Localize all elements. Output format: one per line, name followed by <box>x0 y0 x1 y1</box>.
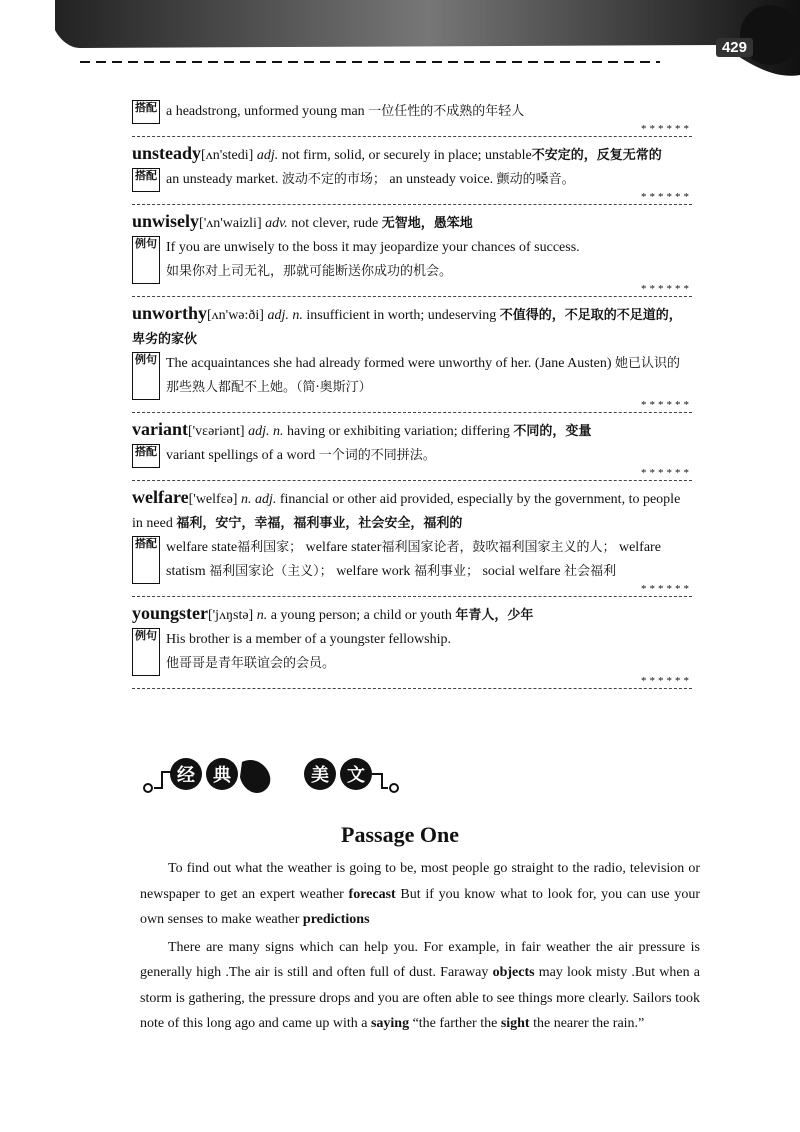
part-of-speech: n. <box>256 608 268 623</box>
example-zh: 一个词的不同拼法。 <box>318 448 436 463</box>
example-en: The acquaintances she had already formed were unworthy of her. (Jane Austen) <box>166 356 612 371</box>
headword: unworthy <box>132 303 208 323</box>
part-of-speech: adj. n. <box>248 424 284 439</box>
example-zh: 福利事业； <box>413 564 479 579</box>
paragraph: There are many signs which can help you. For example, in fair weather the air pressure is generally high .The air is still and often full of dust. Faraway objects may look misty .But when a storm is gathering, the pressure drops and you are often able to see things more clearly. Sailors took note of this long ago and came up with a saying “the farther the sight the nearer the rain.” <box>140 939 700 1031</box>
entry-variant <box>132 417 692 444</box>
definition: having or exhibiting variation; differing <box>287 424 510 439</box>
passage-title: Passage One <box>341 822 459 847</box>
separator: ****** <box>132 678 692 689</box>
banner-char: 典 <box>213 765 231 786</box>
collocation-tag: 搭配 <box>132 444 160 468</box>
collocation-tag: 搭配 <box>132 168 160 192</box>
entry-youngster <box>132 601 692 628</box>
part-of-speech: adv. <box>265 216 288 231</box>
separator: ****** <box>132 470 692 481</box>
example-zh: 如果你对上司无礼，那就可能断送你成功的机会。 <box>166 264 453 279</box>
headword: welfare <box>132 487 189 507</box>
part-of-speech: adj. n. <box>267 308 303 323</box>
banner-char: 经 <box>177 765 195 786</box>
example-zh: 福利国家论（主义）； <box>209 564 333 579</box>
example-en: welfare work <box>336 564 411 579</box>
definition-zh: 不值得的，不足取的不足道的，卑劣的家伙 <box>132 308 682 347</box>
paragraph: To find out what the weather is going to be, most people go straight to the radio, television or newspaper to get an expert weather forecast But if you know what to look for, you can use your own senses to make weather predictions <box>140 861 700 927</box>
phonetic: ['jʌŋstə] <box>208 608 254 623</box>
phonetic: ['ʌn'waizli] <box>199 216 262 231</box>
collocation-line <box>132 444 692 468</box>
vocabulary-list <box>132 100 692 693</box>
headword: unwisely <box>132 211 200 231</box>
header-decoration <box>0 0 800 80</box>
example-zh: 波动不定的市场； <box>281 172 386 187</box>
collocation-tag: 搭配 <box>132 536 160 584</box>
example-en: His brother is a member of a youngster fellowship. <box>166 632 451 647</box>
example-zh: 一位任性的不成熟的年轻人 <box>368 104 525 119</box>
page-number: 429 <box>716 38 753 57</box>
example-en: welfare stater <box>305 540 382 555</box>
headword: variant <box>132 419 188 439</box>
definition-zh: 年青人，少年 <box>455 608 534 623</box>
collocation-tag: 搭配 <box>132 100 160 124</box>
definition-zh: 不安定的，反复无常的 <box>531 148 662 163</box>
example-tag: 例句 <box>132 628 160 676</box>
definition-zh: 不同的，变量 <box>513 424 592 439</box>
example-line <box>132 352 692 400</box>
example-zh: 福利国家论者，鼓吹福利国家主义的人； <box>381 540 616 555</box>
separator: ****** <box>132 286 692 297</box>
definition: insufficient in worth; undeserving <box>306 308 497 323</box>
phonetic: ['vɛəriənt] <box>188 424 245 439</box>
entry-unworthy <box>132 301 692 352</box>
definition: not firm, solid, or securely in place; unstable <box>281 148 532 163</box>
example-en: welfare statism <box>166 540 661 579</box>
part-of-speech: adj. <box>256 148 279 163</box>
example-zh: 福利国家； <box>237 540 303 555</box>
headword: unsteady <box>132 143 202 163</box>
phonetic: [ʌn'stedi] <box>201 148 254 163</box>
definition-zh: 福利，安宁，幸福，福利事业，社会安全，福利的 <box>176 516 463 531</box>
entry-unsteady <box>132 141 692 168</box>
separator: ****** <box>132 402 692 413</box>
separator: ****** <box>132 126 692 137</box>
example-en: a headstrong, unformed young man <box>166 104 365 119</box>
example-en: If you are unwisely to the boss it may jeopardize your chances of success. <box>166 240 580 255</box>
part-of-speech: n. adj. <box>240 492 277 507</box>
definition: financial or other aid provided, especially by the government, to people in need <box>132 492 681 531</box>
banner-char: 文 <box>347 765 365 786</box>
example-tag: 例句 <box>132 352 160 400</box>
example-en: variant spellings of a word <box>166 448 316 463</box>
example-en: an unsteady voice. <box>389 172 494 187</box>
banner-char: 美 <box>311 765 329 786</box>
collocation-line <box>132 100 692 124</box>
example-en: welfare state <box>166 540 238 555</box>
page-header <box>0 0 800 80</box>
example-en: social welfare <box>482 564 561 579</box>
section-banner <box>142 752 412 802</box>
collocation-line <box>132 536 692 584</box>
entry-unwisely <box>132 209 692 236</box>
banner-graphic <box>142 752 412 802</box>
entry-welfare <box>132 485 692 536</box>
definition: not clever, rude <box>291 216 379 231</box>
definition-zh: 无智地，愚笨地 <box>381 216 473 231</box>
headword: youngster <box>132 603 208 623</box>
phonetic: [ʌn'wə:ði] <box>207 308 264 323</box>
phonetic: ['welfɛə] <box>188 492 238 507</box>
separator: ****** <box>132 586 692 597</box>
example-tag: 例句 <box>132 236 160 284</box>
example-zh: 颤动的嗓音。 <box>496 172 575 187</box>
separator: ****** <box>132 194 692 205</box>
collocation-line <box>132 168 692 192</box>
example-line <box>132 628 692 676</box>
example-zh: 她已认识的那些熟人都配不上她。（简·奥斯汀） <box>166 356 681 395</box>
passage-body <box>140 856 700 1039</box>
definition: a young person; a child or youth <box>270 608 452 623</box>
example-zh: 社会福利 <box>564 564 617 579</box>
example-zh: 他哥哥是青年联谊会的会员。 <box>166 656 336 671</box>
example-en: an unsteady market. <box>166 172 279 187</box>
example-line <box>132 236 692 284</box>
